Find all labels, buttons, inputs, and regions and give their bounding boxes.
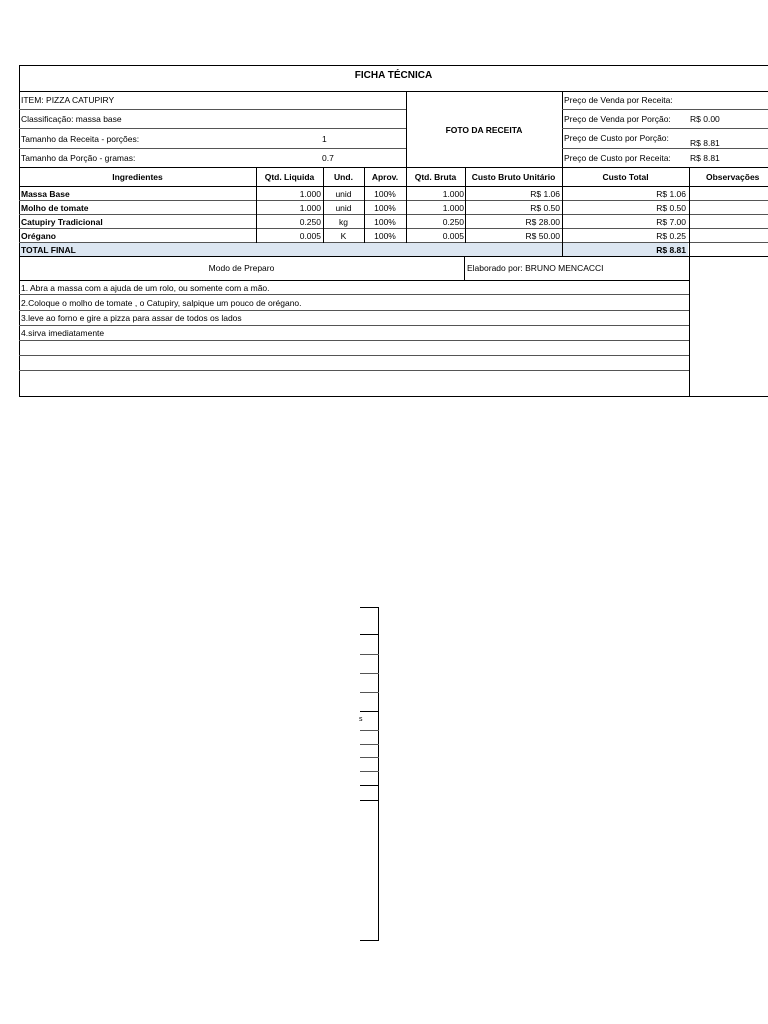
row2-und: unid — [335, 203, 352, 213]
col-line-observacoes — [689, 167, 690, 397]
info-row-line-2 — [19, 128, 406, 129]
row1-aprov: 100% — [374, 189, 396, 199]
row4-custo-unit: R$ 50.00 — [525, 231, 560, 241]
row3-qtd-bruta: 0.250 — [442, 217, 464, 227]
tamanho-receita-label: Tamanho da Receita - porções: — [21, 134, 140, 144]
row2-ingrediente: Molho de tomate — [21, 203, 89, 213]
venda-porcao-label: Preço de Venda por Porção: — [564, 114, 671, 124]
row-line-1 — [19, 200, 768, 201]
header-observacoes: Observações — [706, 172, 760, 182]
row4-aprov: 100% — [374, 231, 396, 241]
fragment-line-10 — [360, 785, 379, 786]
elaborado-por: Elaborado por: BRUNO MENCACCI — [467, 263, 604, 273]
frame-left — [19, 65, 20, 397]
row1-custo-unit: R$ 1.06 — [530, 189, 560, 199]
row3-ingrediente: Catupiry Tradicional — [21, 217, 103, 227]
preparo-step-1: 1. Abra a massa com a ajuda de um rolo, ou somente com a mão. — [21, 283, 270, 293]
venda-receita-label: Preço de Venda por Receita: — [564, 95, 673, 105]
preparo-line-5 — [19, 355, 689, 356]
row3-und: kg — [339, 217, 348, 227]
tamanho-porcao-label: Tamanho da Porção - gramas: — [21, 153, 136, 163]
preparo-line-3 — [19, 325, 689, 326]
fragment-line-8 — [360, 757, 379, 758]
preparo-step-3: 3.leve ao forno e gire a pizza para assar de todos os lados — [21, 313, 242, 323]
tamanho-porcao-value: 0.7 — [322, 153, 334, 163]
preparo-step-2: 2.Coloque o molho de tomate , o Catupiry, salpique um pouco de orégano. — [21, 298, 302, 308]
fragment-line-5 — [360, 711, 379, 712]
frame-bottom — [19, 396, 768, 397]
fragment-top — [360, 607, 379, 608]
row4-und: K — [340, 231, 347, 241]
custo-receita-value: R$ 8.81 — [690, 153, 720, 163]
row3-custo-unit: R$ 28.00 — [525, 217, 560, 227]
row1-custo-total: R$ 1.06 — [656, 189, 686, 199]
row1-qtd-bruta: 1.000 — [442, 189, 464, 199]
row4-qtd-liquida: 0.005 — [299, 231, 321, 241]
row3-aprov: 100% — [374, 217, 396, 227]
item-label: ITEM: PIZZA CATUPIRY — [21, 95, 115, 105]
preparo-line-1 — [19, 294, 689, 295]
header-qtd-bruta: Qtd. Bruta — [414, 172, 457, 182]
row1-ingrediente: Massa Base — [21, 189, 70, 199]
row2-qtd-bruta: 1.000 — [442, 203, 464, 213]
row2-custo-unit: R$ 0.50 — [530, 203, 560, 213]
total-label: TOTAL FINAL — [21, 245, 76, 255]
row2-custo-total: R$ 0.50 — [656, 203, 686, 213]
fragment-line-1 — [360, 634, 379, 635]
row4-ingrediente: Orégano — [21, 231, 56, 241]
fragment-line-11 — [360, 800, 379, 801]
row2-aprov: 100% — [374, 203, 396, 213]
header-aprov: Aprov. — [371, 172, 399, 182]
row3-qtd-liquida: 0.250 — [299, 217, 321, 227]
header-qtd-liquida: Qtd. Liquida — [264, 172, 315, 182]
preparo-line-4 — [19, 340, 689, 341]
foto-da-receita: FOTO DA RECEITA — [445, 125, 523, 135]
fragment-line-4 — [360, 692, 379, 693]
fragment-line-9 — [360, 771, 379, 772]
info-row-line-3 — [19, 148, 406, 149]
preparo-divider — [464, 256, 465, 280]
preparo-step-4: 4.sirva imediatamente — [21, 328, 105, 338]
header-und: Und. — [334, 172, 353, 182]
row1-qtd-liquida: 1.000 — [299, 189, 321, 199]
row4-qtd-bruta: 0.005 — [442, 231, 464, 241]
fragment-line-2 — [360, 654, 379, 655]
title-divider — [19, 91, 768, 92]
total-row-bottom — [19, 256, 768, 257]
header-custo-unit: Custo Bruto Unitário — [471, 172, 556, 182]
preparo-line-2 — [19, 310, 689, 311]
custo-porcao-value: R$ 8.81 — [690, 138, 720, 148]
table-top — [19, 167, 768, 168]
row4-custo-total: R$ 0.25 — [656, 231, 686, 241]
fragment-line-3 — [360, 673, 379, 674]
price-row-line-3 — [562, 148, 768, 149]
row1-und: unid — [335, 189, 352, 199]
fragment-line-6 — [360, 730, 379, 731]
frame-top — [19, 65, 768, 66]
preparo-header-bottom — [19, 280, 689, 281]
total-value: R$ 8.81 — [656, 245, 686, 255]
fragment-mark: s — [359, 716, 363, 723]
header-bottom — [19, 186, 768, 187]
custo-receita-label: Preço de Custo por Receita: — [564, 153, 671, 163]
row-line-2 — [19, 214, 768, 215]
preparo-line-6 — [19, 370, 689, 371]
price-row-line-1 — [562, 109, 768, 110]
fragment-line-7 — [360, 744, 379, 745]
info-row-line-1 — [19, 109, 406, 110]
tamanho-receita-value: 1 — [322, 134, 327, 144]
preparo-title: Modo de Preparo — [208, 263, 275, 273]
custo-porcao-label: Preço de Custo por Porção: — [564, 133, 669, 143]
fragment-right-border — [378, 607, 379, 940]
price-row-line-2 — [562, 128, 768, 129]
row-line-3 — [19, 228, 768, 229]
row3-custo-total: R$ 7.00 — [656, 217, 686, 227]
photo-right-border — [562, 91, 563, 168]
fragment-bottom — [360, 940, 379, 941]
header-custo-total: Custo Total — [602, 172, 649, 182]
venda-porcao-value: R$ 0.00 — [690, 114, 720, 124]
header-ingredientes: Ingredientes — [112, 172, 163, 182]
sheet-title: FICHA TÉCNICA — [354, 70, 433, 81]
classificacao-label: Classificação: massa base — [21, 114, 122, 124]
row2-qtd-liquida: 1.000 — [299, 203, 321, 213]
